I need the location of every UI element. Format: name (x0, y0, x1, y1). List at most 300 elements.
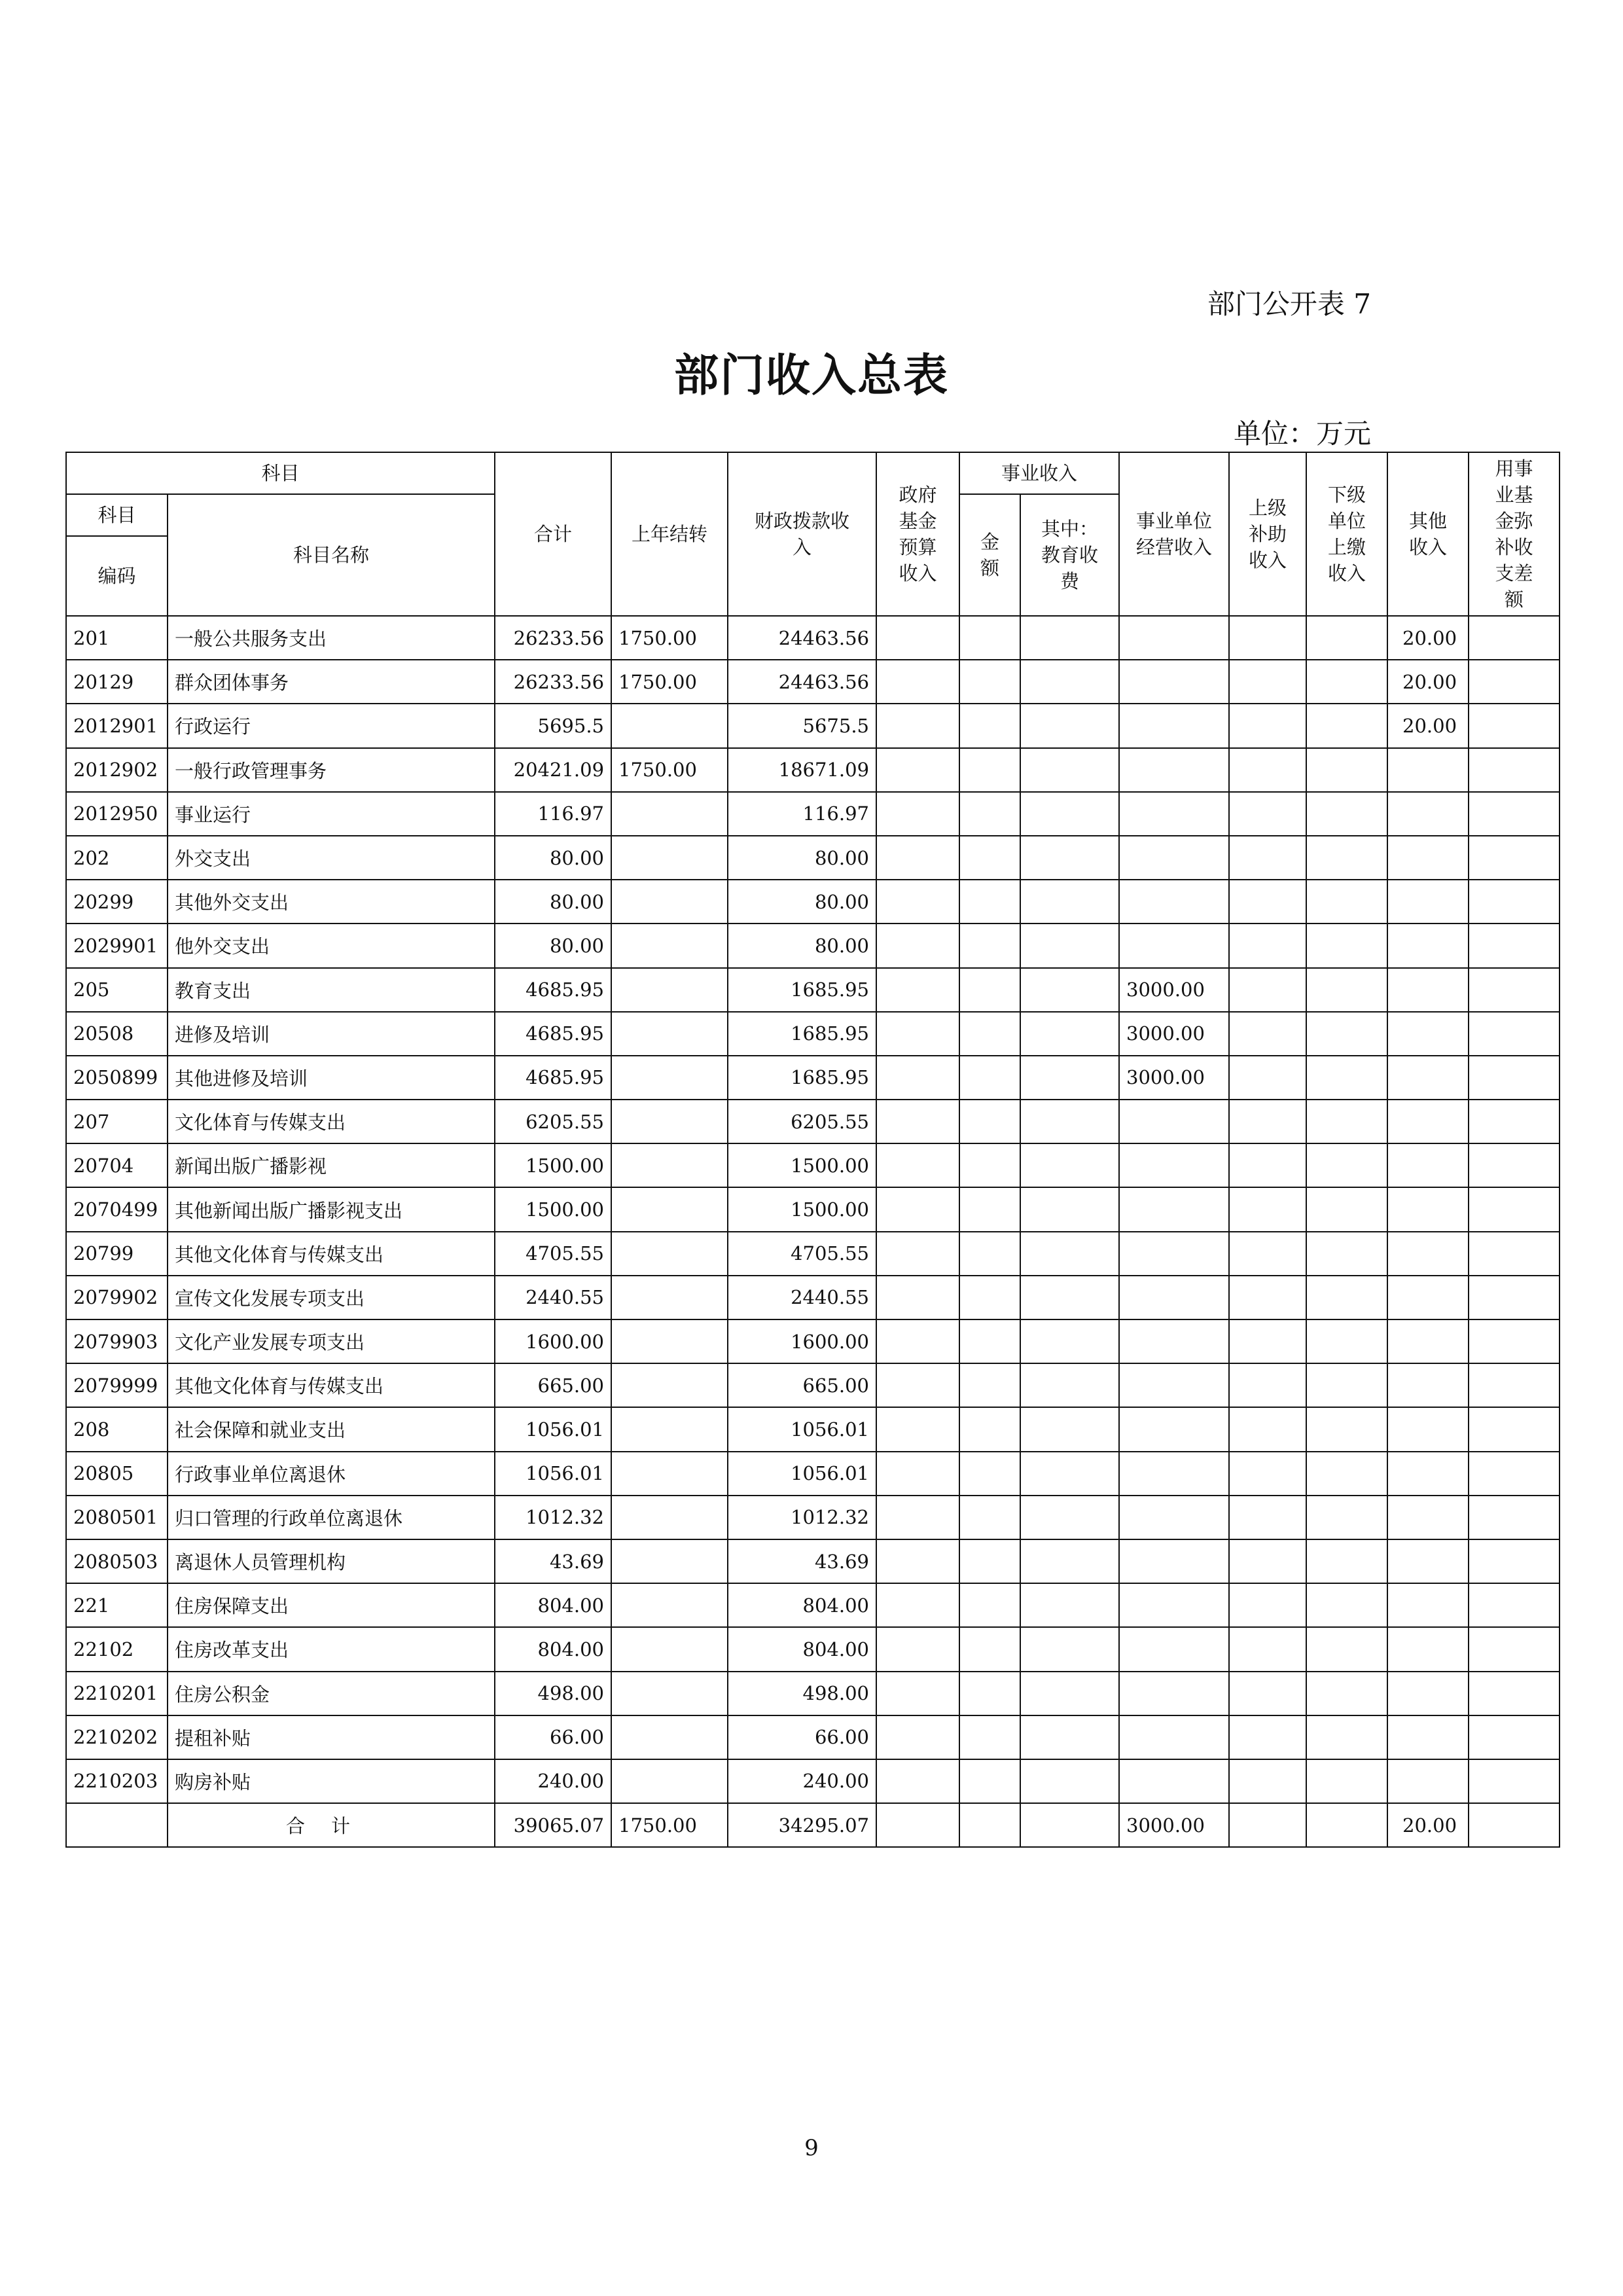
row-subordinate (1306, 924, 1387, 967)
row-subordinate (1306, 968, 1387, 1012)
row-amount (959, 1232, 1020, 1276)
table-row (66, 1319, 1560, 1363)
row-amount (959, 1627, 1020, 1671)
row-fiscal: 66.00 (728, 1715, 876, 1759)
row-operating (1119, 1276, 1229, 1319)
row-operating (1119, 704, 1229, 747)
row-operating (1119, 1759, 1229, 1803)
row-carryover (611, 968, 728, 1012)
row-fiscal: 116.97 (728, 792, 876, 836)
row-code: 2079999 (66, 1363, 168, 1407)
row-fiscal: 240.00 (728, 1759, 876, 1803)
row-fund-balance (1469, 1627, 1560, 1671)
row-education (1020, 660, 1119, 704)
row-subordinate (1306, 1100, 1387, 1143)
row-gov-fund (876, 704, 959, 747)
header-code-bottom: 编码 (66, 536, 168, 616)
row-subordinate (1306, 1583, 1387, 1627)
row-name: 购房补贴 (168, 1759, 495, 1803)
total-row-code (66, 1803, 168, 1847)
row-subordinate (1306, 1407, 1387, 1451)
row-code: 2080501 (66, 1496, 168, 1539)
row-education (1020, 1187, 1119, 1231)
unit-label: 单位：万元 (1233, 418, 1371, 450)
row-superior-subsidy (1229, 1012, 1306, 1056)
row-superior-subsidy (1229, 1363, 1306, 1407)
table-row (66, 1407, 1560, 1451)
row-other (1387, 924, 1469, 967)
row-fund-balance (1469, 836, 1560, 880)
row-total: 116.97 (495, 792, 611, 836)
row-education (1020, 1407, 1119, 1451)
row-education (1020, 1319, 1119, 1363)
row-subordinate (1306, 748, 1387, 792)
row-operating (1119, 616, 1229, 660)
row-other: 20.00 (1387, 660, 1469, 704)
row-carryover (611, 704, 728, 747)
row-total: 1500.00 (495, 1187, 611, 1231)
row-carryover (611, 1627, 728, 1671)
row-fiscal: 804.00 (728, 1583, 876, 1627)
row-education (1020, 880, 1119, 924)
row-subordinate (1306, 836, 1387, 880)
row-operating (1119, 1672, 1229, 1715)
row-subordinate (1306, 1012, 1387, 1056)
row-carryover: 1750.00 (611, 616, 728, 660)
row-code: 20299 (66, 880, 168, 924)
row-gov-fund (876, 836, 959, 880)
row-carryover (611, 1276, 728, 1319)
row-code: 2012901 (66, 704, 168, 747)
row-fund-balance (1469, 748, 1560, 792)
total-row-gov-fund (876, 1803, 959, 1847)
row-superior-subsidy (1229, 924, 1306, 967)
row-carryover: 1750.00 (611, 748, 728, 792)
page-number: 9 (804, 2135, 819, 2161)
row-total: 4705.55 (495, 1232, 611, 1276)
row-other (1387, 1143, 1469, 1187)
row-amount (959, 836, 1020, 880)
row-operating: 3000.00 (1119, 1056, 1229, 1100)
row-amount (959, 968, 1020, 1012)
row-operating (1119, 836, 1229, 880)
row-amount (959, 1672, 1020, 1715)
header-carryover: 上年结转 (611, 452, 728, 616)
row-fiscal: 80.00 (728, 880, 876, 924)
row-other (1387, 1672, 1469, 1715)
row-operating: 3000.00 (1119, 1012, 1229, 1056)
total-row-amount (959, 1803, 1020, 1847)
row-superior-subsidy (1229, 1143, 1306, 1187)
row-superior-subsidy (1229, 1539, 1306, 1583)
row-carryover (611, 1583, 728, 1627)
row-amount (959, 1539, 1020, 1583)
row-fund-balance (1469, 924, 1560, 967)
row-subordinate (1306, 1759, 1387, 1803)
row-subordinate (1306, 792, 1387, 836)
row-amount (959, 1100, 1020, 1143)
row-other (1387, 1100, 1469, 1143)
row-education (1020, 968, 1119, 1012)
row-code: 2210201 (66, 1672, 168, 1715)
row-fiscal: 43.69 (728, 1539, 876, 1583)
row-name: 归口管理的行政单位离退休 (168, 1496, 495, 1539)
row-gov-fund (876, 1056, 959, 1100)
row-name: 进修及培训 (168, 1012, 495, 1056)
row-gov-fund (876, 1012, 959, 1056)
row-fund-balance (1469, 1407, 1560, 1451)
row-code: 221 (66, 1583, 168, 1627)
row-gov-fund (876, 1407, 959, 1451)
row-amount (959, 660, 1020, 704)
row-other (1387, 1012, 1469, 1056)
row-code: 20508 (66, 1012, 168, 1056)
row-subordinate (1306, 1056, 1387, 1100)
row-name: 住房改革支出 (168, 1627, 495, 1671)
row-gov-fund (876, 1672, 959, 1715)
row-fiscal: 18671.09 (728, 748, 876, 792)
row-total: 4685.95 (495, 968, 611, 1012)
table-row (66, 1143, 1560, 1187)
row-education (1020, 1363, 1119, 1407)
row-education (1020, 1715, 1119, 1759)
row-education (1020, 1539, 1119, 1583)
row-amount (959, 1012, 1020, 1056)
row-superior-subsidy (1229, 1672, 1306, 1715)
row-other (1387, 1319, 1469, 1363)
header-subject-name: 科目名称 (168, 494, 495, 616)
row-operating (1119, 1319, 1229, 1363)
row-name: 提租补贴 (168, 1715, 495, 1759)
row-superior-subsidy (1229, 836, 1306, 880)
row-amount (959, 1056, 1020, 1100)
row-fund-balance (1469, 1319, 1560, 1363)
row-subordinate (1306, 1363, 1387, 1407)
row-code: 202 (66, 836, 168, 880)
table-row (66, 1627, 1560, 1671)
row-education (1020, 616, 1119, 660)
row-total: 1600.00 (495, 1319, 611, 1363)
row-total: 43.69 (495, 1539, 611, 1583)
row-code: 2070499 (66, 1187, 168, 1231)
row-other (1387, 1496, 1469, 1539)
row-code: 2210202 (66, 1715, 168, 1759)
row-gov-fund (876, 880, 959, 924)
table-row (66, 968, 1560, 1012)
row-name: 宣传文化发展专项支出 (168, 1276, 495, 1319)
row-operating (1119, 1363, 1229, 1407)
row-operating (1119, 660, 1229, 704)
row-code: 22102 (66, 1627, 168, 1671)
row-other (1387, 968, 1469, 1012)
row-subordinate (1306, 1715, 1387, 1759)
row-carryover (611, 836, 728, 880)
row-code: 2079903 (66, 1319, 168, 1363)
row-gov-fund (876, 924, 959, 967)
row-fund-balance (1469, 1143, 1560, 1187)
row-education (1020, 1627, 1119, 1671)
header-operating: 事业单位经营收入 (1119, 452, 1229, 616)
row-gov-fund (876, 1319, 959, 1363)
row-education (1020, 924, 1119, 967)
table-row (66, 792, 1560, 836)
row-code: 2029901 (66, 924, 168, 967)
row-other (1387, 1539, 1469, 1583)
row-total: 1056.01 (495, 1452, 611, 1496)
row-fund-balance (1469, 1539, 1560, 1583)
row-operating (1119, 1407, 1229, 1451)
row-total: 4685.95 (495, 1012, 611, 1056)
table-row (66, 1187, 1560, 1231)
row-total: 4685.95 (495, 1056, 611, 1100)
header-other: 其他收入 (1387, 452, 1469, 616)
row-code: 205 (66, 968, 168, 1012)
row-name: 行政运行 (168, 704, 495, 747)
row-carryover (611, 1012, 728, 1056)
row-carryover (611, 1056, 728, 1100)
row-fund-balance (1469, 1012, 1560, 1056)
row-name: 一般公共服务支出 (168, 616, 495, 660)
row-other (1387, 1056, 1469, 1100)
row-subordinate (1306, 1276, 1387, 1319)
row-fund-balance (1469, 1759, 1560, 1803)
row-education (1020, 1143, 1119, 1187)
row-total: 498.00 (495, 1672, 611, 1715)
row-code: 2012950 (66, 792, 168, 836)
row-amount (959, 792, 1020, 836)
row-code: 20805 (66, 1452, 168, 1496)
row-operating (1119, 1627, 1229, 1671)
row-fiscal: 1012.32 (728, 1496, 876, 1539)
row-carryover (611, 1187, 728, 1231)
row-superior-subsidy (1229, 1715, 1306, 1759)
row-name: 住房保障支出 (168, 1583, 495, 1627)
total-row-subordinate (1306, 1803, 1387, 1847)
row-operating (1119, 1143, 1229, 1187)
row-other: 20.00 (1387, 616, 1469, 660)
header-education: 其中：教育收费 (1020, 494, 1119, 616)
row-amount (959, 1407, 1020, 1451)
row-fund-balance (1469, 1056, 1560, 1100)
row-education (1020, 1496, 1119, 1539)
row-subordinate (1306, 1672, 1387, 1715)
row-name: 离退休人员管理机构 (168, 1539, 495, 1583)
row-total: 20421.09 (495, 748, 611, 792)
row-total: 66.00 (495, 1715, 611, 1759)
row-other (1387, 1363, 1469, 1407)
total-row-total: 39065.07 (495, 1803, 611, 1847)
row-subordinate (1306, 1539, 1387, 1583)
row-total: 804.00 (495, 1583, 611, 1627)
row-gov-fund (876, 968, 959, 1012)
row-amount (959, 704, 1020, 747)
row-fiscal: 24463.56 (728, 616, 876, 660)
row-name: 住房公积金 (168, 1672, 495, 1715)
row-fund-balance (1469, 1715, 1560, 1759)
row-amount (959, 748, 1020, 792)
row-name: 其他新闻出版广播影视支出 (168, 1187, 495, 1231)
row-fiscal: 5675.5 (728, 704, 876, 747)
row-amount (959, 1319, 1020, 1363)
header-code-top: 科目 (66, 494, 168, 536)
table-header (66, 452, 1560, 616)
row-fiscal: 80.00 (728, 836, 876, 880)
row-superior-subsidy (1229, 616, 1306, 660)
row-gov-fund (876, 1583, 959, 1627)
row-total: 80.00 (495, 924, 611, 967)
row-subordinate (1306, 1143, 1387, 1187)
table-row (66, 1100, 1560, 1143)
row-total: 80.00 (495, 880, 611, 924)
row-gov-fund (876, 1232, 959, 1276)
row-superior-subsidy (1229, 1319, 1306, 1363)
row-amount (959, 1276, 1020, 1319)
row-total: 26233.56 (495, 616, 611, 660)
row-name: 一般行政管理事务 (168, 748, 495, 792)
row-superior-subsidy (1229, 1232, 1306, 1276)
header-business-income: 事业收入 (959, 452, 1119, 494)
row-fiscal: 80.00 (728, 924, 876, 967)
row-fund-balance (1469, 1187, 1560, 1231)
table-row (66, 1539, 1560, 1583)
row-code: 2050899 (66, 1056, 168, 1100)
row-subordinate (1306, 1232, 1387, 1276)
row-name: 其他文化体育与传媒支出 (168, 1232, 495, 1276)
row-fiscal: 1600.00 (728, 1319, 876, 1363)
row-fiscal: 1685.95 (728, 968, 876, 1012)
row-fiscal: 2440.55 (728, 1276, 876, 1319)
row-gov-fund (876, 1759, 959, 1803)
row-operating (1119, 1715, 1229, 1759)
row-gov-fund (876, 1627, 959, 1671)
row-fiscal: 1685.95 (728, 1012, 876, 1056)
table-row (66, 1715, 1560, 1759)
row-superior-subsidy (1229, 1100, 1306, 1143)
row-operating (1119, 880, 1229, 924)
row-other (1387, 1627, 1469, 1671)
row-gov-fund (876, 1452, 959, 1496)
total-row-fiscal: 34295.07 (728, 1803, 876, 1847)
row-education (1020, 836, 1119, 880)
row-gov-fund (876, 660, 959, 704)
row-other (1387, 1759, 1469, 1803)
row-gov-fund (876, 748, 959, 792)
row-education (1020, 748, 1119, 792)
row-superior-subsidy (1229, 968, 1306, 1012)
row-name: 他外交支出 (168, 924, 495, 967)
row-other (1387, 880, 1469, 924)
row-gov-fund (876, 1539, 959, 1583)
row-gov-fund (876, 1276, 959, 1319)
row-name: 外交支出 (168, 836, 495, 880)
row-other (1387, 836, 1469, 880)
row-amount (959, 1452, 1020, 1496)
row-superior-subsidy (1229, 1496, 1306, 1539)
row-education (1020, 1583, 1119, 1627)
row-carryover (611, 1539, 728, 1583)
row-superior-subsidy (1229, 1187, 1306, 1231)
row-carryover (611, 1143, 728, 1187)
row-operating (1119, 1496, 1229, 1539)
table-row (66, 1583, 1560, 1627)
row-name: 其他进修及培训 (168, 1056, 495, 1100)
row-fiscal: 1056.01 (728, 1407, 876, 1451)
row-total: 804.00 (495, 1627, 611, 1671)
row-carryover (611, 924, 728, 967)
total-row (66, 1803, 1560, 1847)
row-operating (1119, 1452, 1229, 1496)
table-row (66, 1672, 1560, 1715)
row-carryover (611, 792, 728, 836)
row-carryover (611, 1100, 728, 1143)
row-operating (1119, 1583, 1229, 1627)
table-row (66, 924, 1560, 967)
row-name: 其他文化体育与传媒支出 (168, 1363, 495, 1407)
row-operating (1119, 792, 1229, 836)
row-code: 2012902 (66, 748, 168, 792)
header-subject: 科目 (66, 452, 495, 494)
document-title: 部门收入总表 (673, 350, 949, 402)
row-carryover (611, 1496, 728, 1539)
row-name: 文化产业发展专项支出 (168, 1319, 495, 1363)
row-code: 201 (66, 616, 168, 660)
table-row (66, 616, 1560, 660)
row-superior-subsidy (1229, 1627, 1306, 1671)
row-carryover (611, 1407, 728, 1451)
table-row (66, 836, 1560, 880)
row-fiscal: 1685.95 (728, 1056, 876, 1100)
table-row (66, 704, 1560, 747)
row-superior-subsidy (1229, 1276, 1306, 1319)
row-name: 其他外交支出 (168, 880, 495, 924)
row-fund-balance (1469, 1496, 1560, 1539)
row-total: 6205.55 (495, 1100, 611, 1143)
total-row-superior (1229, 1803, 1306, 1847)
row-amount (959, 1143, 1020, 1187)
row-total: 80.00 (495, 836, 611, 880)
row-other: 20.00 (1387, 704, 1469, 747)
row-total: 5695.5 (495, 704, 611, 747)
row-gov-fund (876, 1715, 959, 1759)
header-fiscal: 财政拨款收入 (728, 452, 876, 616)
row-operating (1119, 748, 1229, 792)
row-code: 208 (66, 1407, 168, 1451)
row-education (1020, 1276, 1119, 1319)
row-amount (959, 1583, 1020, 1627)
income-summary-table (65, 452, 1560, 1848)
row-fiscal: 804.00 (728, 1627, 876, 1671)
row-amount (959, 1496, 1020, 1539)
row-subordinate (1306, 616, 1387, 660)
row-gov-fund (876, 616, 959, 660)
row-fund-balance (1469, 1583, 1560, 1627)
row-fiscal: 498.00 (728, 1672, 876, 1715)
row-fiscal: 24463.56 (728, 660, 876, 704)
row-education (1020, 1100, 1119, 1143)
row-amount (959, 880, 1020, 924)
row-subordinate (1306, 660, 1387, 704)
row-name: 教育支出 (168, 968, 495, 1012)
row-operating (1119, 1232, 1229, 1276)
row-total: 26233.56 (495, 660, 611, 704)
row-name: 新闻出版广播影视 (168, 1143, 495, 1187)
row-superior-subsidy (1229, 1056, 1306, 1100)
row-fund-balance (1469, 792, 1560, 836)
total-row-carry: 1750.00 (611, 1803, 728, 1847)
row-carryover (611, 1672, 728, 1715)
table-row (66, 1363, 1560, 1407)
row-name: 事业运行 (168, 792, 495, 836)
